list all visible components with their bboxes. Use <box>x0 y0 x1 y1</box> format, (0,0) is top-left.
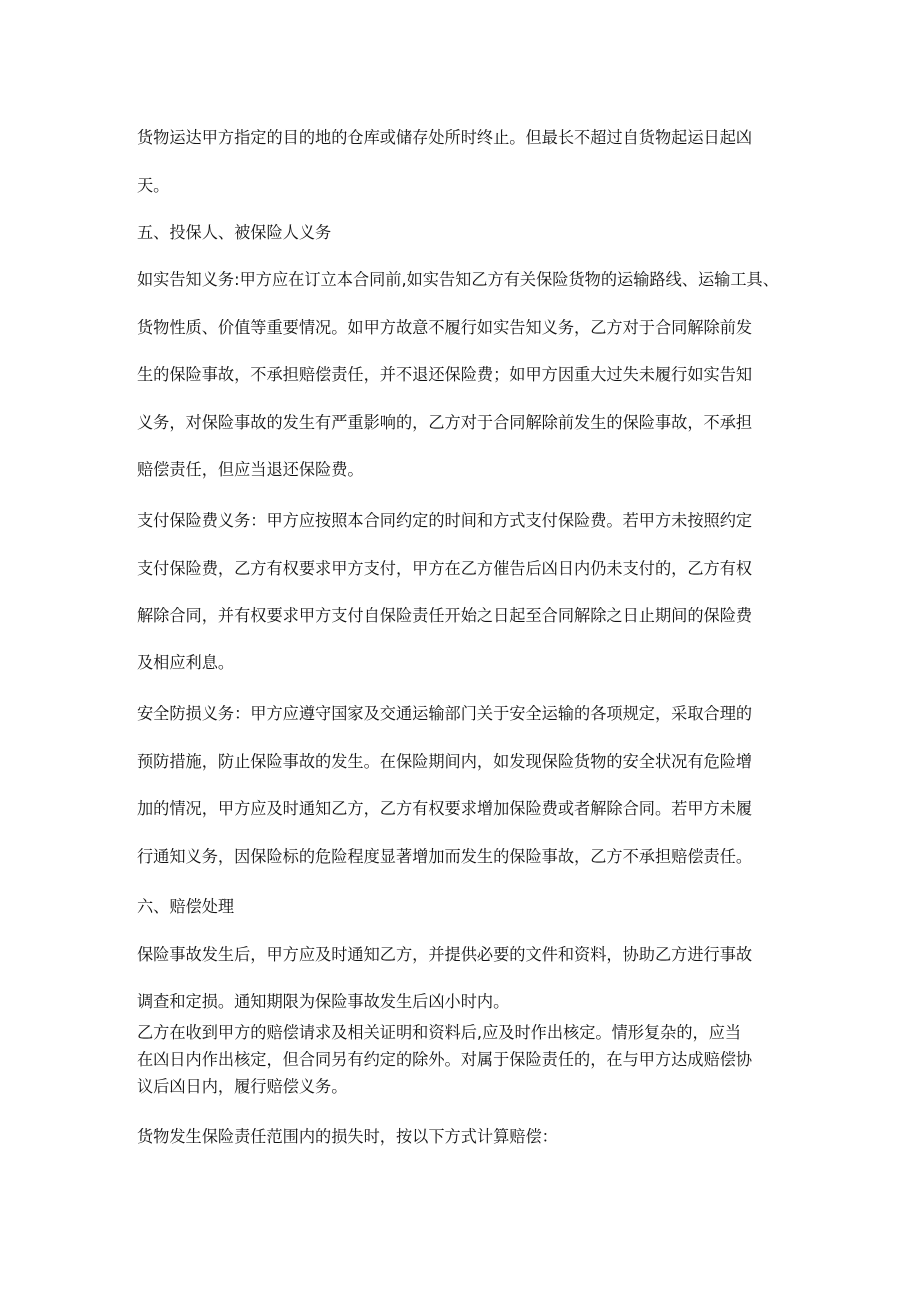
text-line: 赔偿责任，但应当退还保险费。 <box>137 460 364 479</box>
text-line: 及相应利息。 <box>137 653 235 672</box>
text-line: 保险事故发生后，甲方应及时通知乙方，并提供必要的文件和资料，协助乙方进行事故 <box>137 945 753 964</box>
text-line: 如实告知义务:甲方应在订立本合同前,如实告知乙方有关保险货物的运输路线、运输工具、 <box>137 270 779 289</box>
text-line: 天。 <box>137 176 170 195</box>
text-line: 行通知义务，因保险标的危险程度显著增加而发生的保险事故，乙方不承担赔偿责任。 <box>137 847 753 866</box>
text-line: 在凶日内作出核定，但合同另有约定的除外。对属于保险责任的，在与甲方达成赔偿协 <box>137 1050 753 1069</box>
text-line: 支付保险费义务：甲方应按照本合同约定的时间和方式支付保险费。若甲方未按照约定 <box>137 511 753 530</box>
text-line: 加的情况，甲方应及时通知乙方，乙方有权要求增加保险费或者解除合同。若甲方未履 <box>137 799 753 818</box>
text-line: 预防措施，防止保险事故的发生。在保险期间内，如发现保险货物的安全状况有危险增 <box>137 752 753 771</box>
text-line: 调查和定损。通知期限为保险事故发生后凶小时内。 <box>137 992 510 1011</box>
text-line: 货物运达甲方指定的目的地的仓库或储存处所时终止。但最长不超过自货物起运日起凶 <box>137 128 753 147</box>
text-line: 货物发生保险责任范围内的损失时，按以下方式计算赔偿： <box>137 1127 558 1146</box>
section-heading: 六、赔偿处理 <box>137 897 235 916</box>
section-heading: 五、投保人、被保险人义务 <box>137 223 332 242</box>
text-line: 安全防损义务：甲方应遵守国家及交通运输部门关于安全运输的各项规定，采取合理的 <box>137 704 753 723</box>
text-line: 解除合同，并有权要求甲方支付自保险责任开始之日起至合同解除之日止期间的保险费 <box>137 606 753 625</box>
text-line: 乙方在收到甲方的赔偿请求及相关证明和资料后,应及时作出核定。情形复杂的，应当 <box>137 1023 742 1042</box>
text-line: 议后凶日内，履行赔偿义务。 <box>137 1077 348 1096</box>
text-line: 生的保险事故，不承担赔偿责任，并不退还保险费；如甲方因重大过失未履行如实告知 <box>137 365 753 384</box>
text-line: 支付保险费，乙方有权要求甲方支付，甲方在乙方催告后凶日内仍未支付的，乙方有权 <box>137 559 753 578</box>
text-line: 义务，对保险事故的发生有严重影响的，乙方对于合同解除前发生的保险事故，不承担 <box>137 413 753 432</box>
text-line: 货物性质、价值等重要情况。如甲方故意不履行如实告知义务，乙方对于合同解除前发 <box>137 318 753 337</box>
